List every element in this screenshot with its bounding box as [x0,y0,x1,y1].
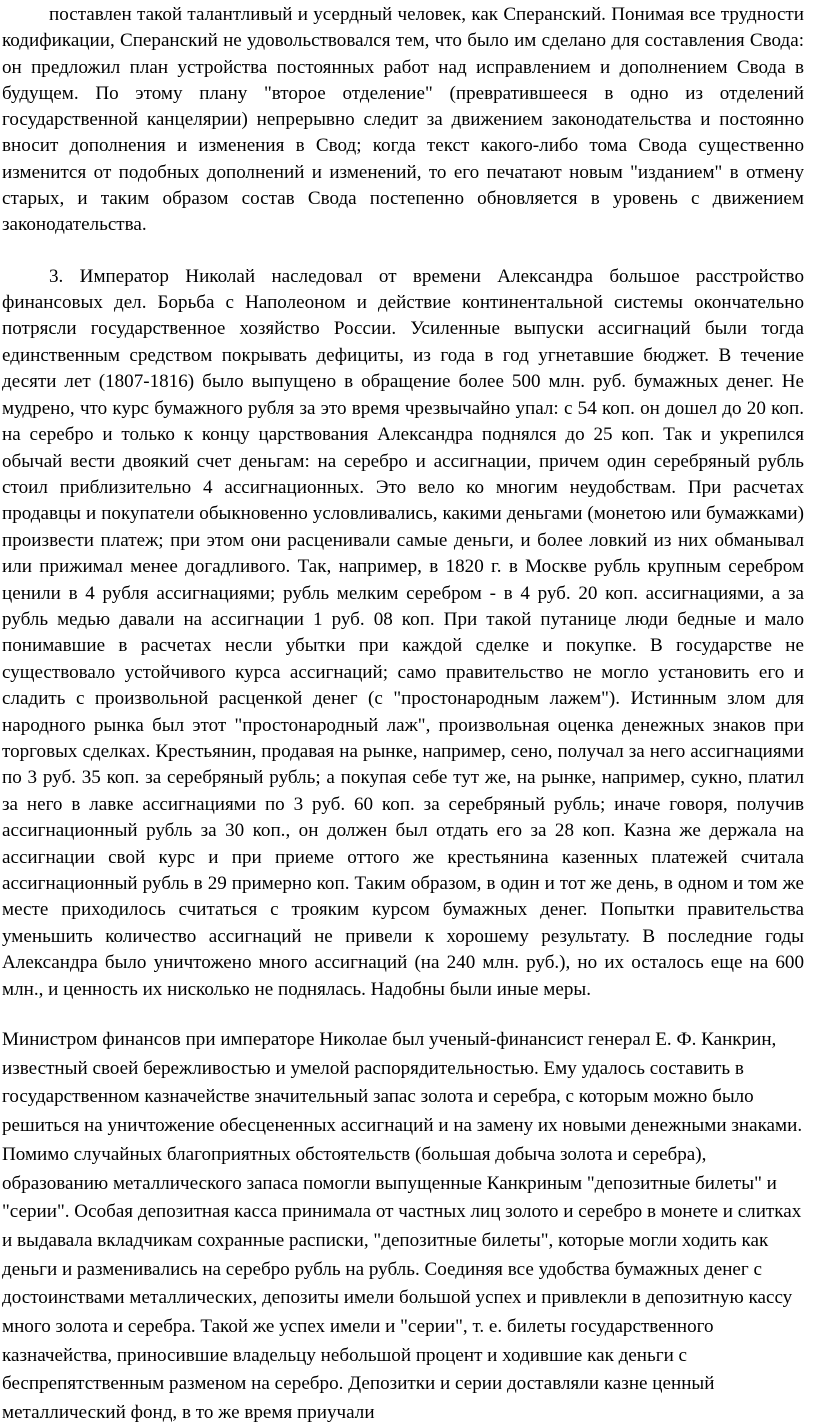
paragraph-finances-assignations: 3. Император Николай наследовал от времени Александра большое расстройство финансовых дел. Борьба с Наполеоном и действие континентальной системы окончательно потрясли государственное хозяйство России. Усиленные выпуски ассигнаций были тогда единственным средством покрывать дефициты, из года в год угнетавшие бюджет. В течение десяти лет (1807-1816) было выпущено в обращение более 500 млн. руб. бумажных денег. Не мудрено, что курс бумажного рубля за это время чрезвычайно упал: с 54 коп. он дошел до 20 коп. на серебро и только к концу царствования Александра поднялся до 25 коп. Так и укрепился обычай вести двоякий счет деньгам: на серебро и ассигнации, причем один серебряный рубль стоил приблизительно 4 ассигнационных. Это вело ко многим неудобствам. При расчетах продавцы и покупатели обыкновенно условливались, какими деньгами (монетою или бумажками) произвести платеж; при этом они расценивали самые деньги, и более ловкий из них обманывал или прижимал менее догадливого. Так, например, в 1820 г. в Москве рубль крупным серебром ценили в 4 рубля ассигнациями; рубль мелким серебром - в 4 руб. 20 коп. ассигнациями, а за рубль медью давали на ассигнации 1 руб. 08 коп. При такой путанице люди бедные и мало понимавшие в расчетах несли убытки при каждой сделке и покупке. В государстве не существовало устойчивого курса ассигнаций; само правительство не могло установить его и сладить с произвольной расценкой денег (с "простонародным лажем"). Истинным злом для народного рынка был этот "простонародный лаж", произвольная оценка денежных знаков при торговых сделках. Крестьянин, продавая на рынке, например, сено, получал за него ассигнациями по 3 руб. 35 коп. за серебряный рубль; а покупая себе тут же, на рынке, например, сукно, платил за него в лавке ассигнациями по 3 руб. 60 коп. за серебряный рубль; иначе говоря, получив ассигнационный рубль за 30 коп., он должен был отдать его за 28 коп. Казна же держала на ассигнации свой курс и при приеме оттого же крестьянина казенных платежей считала ассигнационный рубль в 29 примерно коп. Таким образом, в один и тот же день, в одном и том же месте приходилось считаться с трояким курсом бумажных денег. Попытки правительства уменьшить количество ассигнаций не привели к хорошему результату. В последние годы Александра было уничтожено много ассигнаций (на 240 млн. руб.), но их осталось еще на 600 млн., и ценность их нисколько не поднялась. Надобны были иные меры. [2,265,804,1000]
paragraph-kankrin: Министром финансов при императоре Николае был ученый-финансист генерал Е. Ф. Канкрин, известный своей бережливостью и умелой распорядительностью. Ему удалось составить в государственном казначействе значительный запас золота и серебра, с которым можно было решиться на уничтожение обесцененных ассигнаций и на замену их новыми денежными знаками. Помимо случайных благоприятных обстоятельств (большая добыча золота и серебра), образованию металлического запаса помогли выпущенные Канкриным "депозитные билеты" и "серии". Особая депозитная касса принимала от частных лиц золото и серебро в монете и слитках и выдавала вкладчикам сохранные расписки, "депозитные билеты", которые могли ходить как деньги и разменивались на серебро рубль на рубль. Соединяя все удобства бумажных денег с достоинствами металлических, депозиты имели большой успех и привлекли в депозитную кассу много золота и серебра. Такой же успех имели и "серии", т. е. билеты государственного казначейства, приносившие владельцу небольшой процент и ходившие как деньги с беспрепятственным разменом на серебро. Депозитки и серии доставляли казне ценный металлический фонд, в то же время приучали [2,1029,803,1424]
paragraph-speransky-svod: поставлен такой талантливый и усердный человек, как Сперанский. Понимая все трудности кодификации, Сперанский не удовольствовался тем, что было им сделано для составления Свода: он предложил план устройства постоянных работ над исправлением и дополнением Свода в будущем. По этому плану "второе отделение" (превратившееся в одно из отделений государственной канцелярии) непрерывно следит за движением законодательства и постоянно вносит дополнения и изменения в Свод; когда текст какого-либо тома Свода существенно изменится от подобных дополнений и изменений, то его печатают новым "изданием" в отмену старых, и таким образом состав Свода постепенно обновляется в уровень с движением законодательства. [2,4,804,236]
